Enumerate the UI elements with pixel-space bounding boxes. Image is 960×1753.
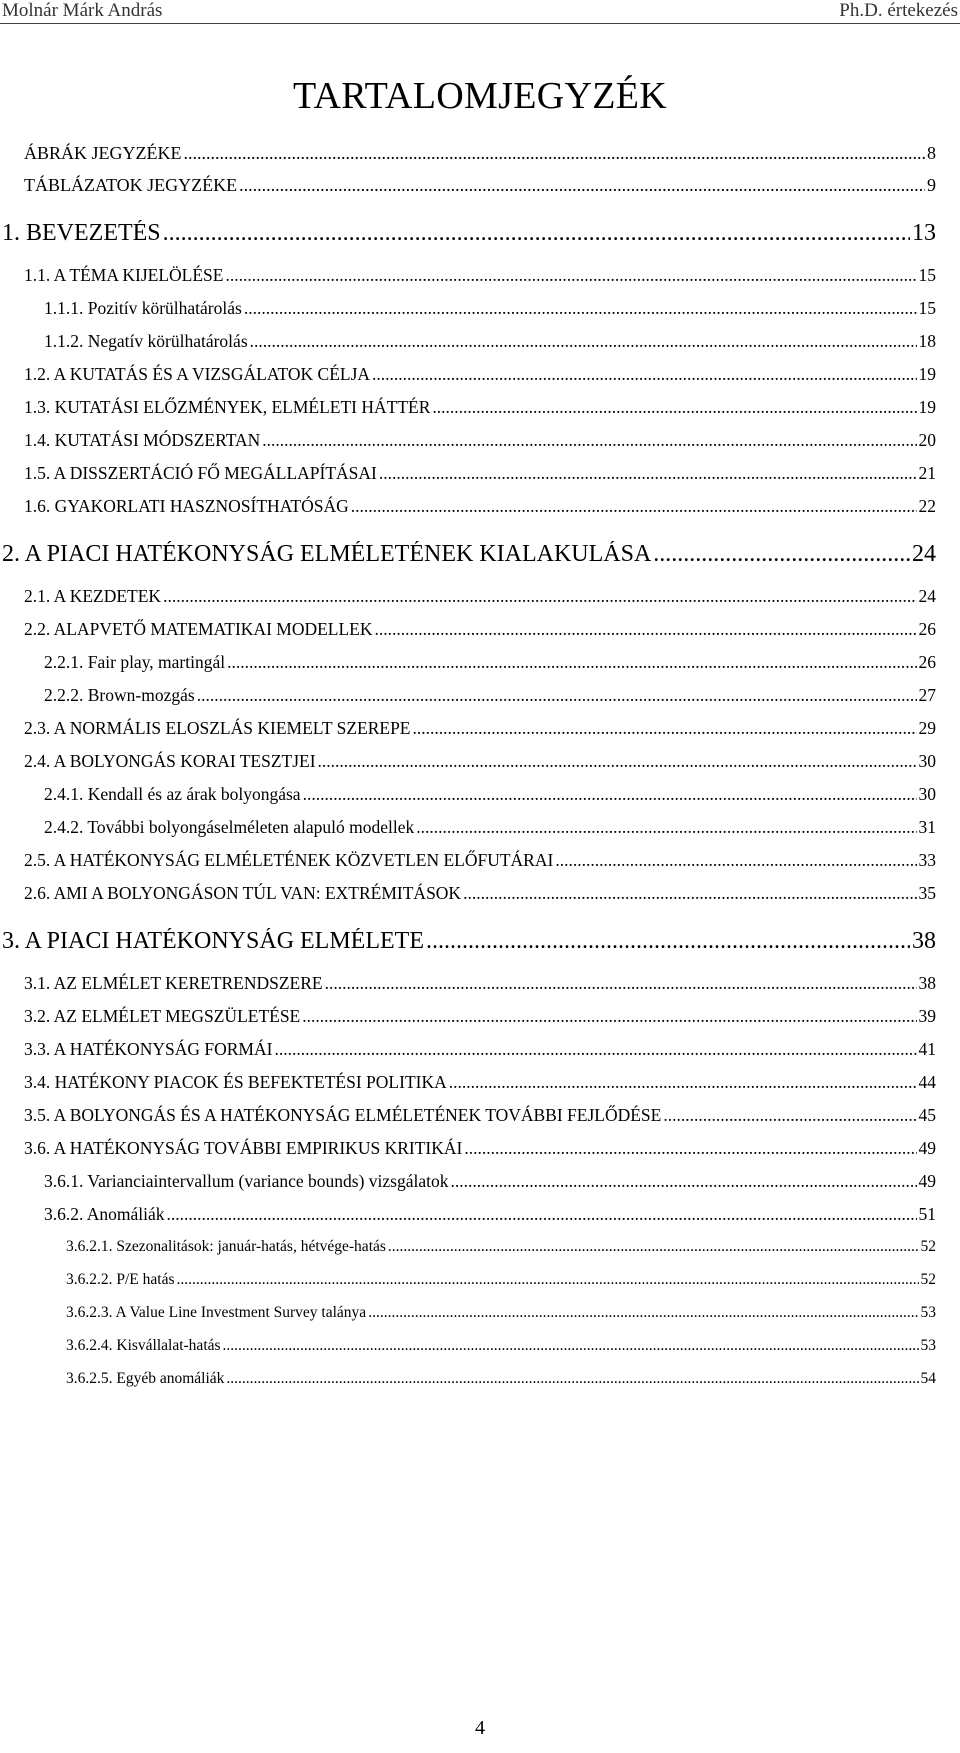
toc-section[interactable] xyxy=(24,751,936,772)
toc-entry-page: 15 xyxy=(918,265,936,285)
toc-leader-dots xyxy=(375,619,917,640)
toc-leader-dots xyxy=(318,751,917,772)
toc-subsection[interactable] xyxy=(44,331,936,352)
toc-leader-dots xyxy=(663,1105,916,1126)
toc-leader-dots xyxy=(227,652,916,673)
toc-section[interactable] xyxy=(24,1006,936,1027)
toc-entry-page: 35 xyxy=(918,883,936,903)
toc-subsection[interactable] xyxy=(44,784,936,805)
toc-chapter[interactable] xyxy=(2,541,936,568)
toc-entry-page: 52 xyxy=(920,1238,936,1255)
toc-entry-page: 39 xyxy=(918,1006,936,1026)
page-number: 4 xyxy=(475,1717,485,1739)
toc-subsubsection[interactable] xyxy=(66,1271,936,1289)
toc-entry-label: 3.6.2.1. Szezonalitások: január-hatás, hétvége-hatás xyxy=(66,1238,386,1255)
toc-entry-page: 21 xyxy=(918,463,936,483)
toc-subsection[interactable] xyxy=(44,817,936,838)
toc-leader-dots xyxy=(303,784,917,805)
toc-leader-dots xyxy=(416,817,916,838)
toc-entry-page: 24 xyxy=(918,586,936,606)
toc-entry-label: 2.2.2. Brown-mozgás xyxy=(44,685,195,705)
toc-leader-dots xyxy=(163,220,910,247)
toc-entry-label: 3.6.2.3. A Value Line Investment Survey talánya xyxy=(66,1304,367,1321)
toc-entry-label: 1.2. A KUTATÁS ÉS A VIZSGÁLATOK CÉLJA xyxy=(24,364,371,384)
toc-section[interactable] xyxy=(24,496,936,517)
toc-leader-dots xyxy=(555,850,916,871)
toc-section[interactable] xyxy=(24,619,936,640)
toc-leader-dots xyxy=(167,1204,917,1225)
toc-entry-page: 27 xyxy=(918,685,936,705)
toc-entry-label: 2.2.1. Fair play, martingál xyxy=(44,652,226,672)
toc-leader-dots xyxy=(463,883,916,904)
toc-leader-dots xyxy=(449,1072,917,1093)
toc-entry-page: 41 xyxy=(918,1039,936,1059)
toc-subsubsection[interactable] xyxy=(66,1304,936,1322)
toc-entry-page: 8 xyxy=(927,143,936,163)
toc-entry-label: 2.1. A KEZDETEK xyxy=(24,586,162,606)
toc-entry-page: 29 xyxy=(918,718,936,738)
toc-entry-label: 1.5. A DISSZERTÁCIÓ FŐ MEGÁLLAPÍTÁSAI xyxy=(24,463,377,483)
toc-chapter[interactable] xyxy=(2,928,936,955)
toc-leader-dots xyxy=(177,1271,919,1289)
toc-leader-dots xyxy=(464,1138,916,1159)
toc-leader-dots xyxy=(226,1370,918,1388)
toc-entry[interactable] xyxy=(24,175,936,196)
toc-section[interactable] xyxy=(24,973,936,994)
toc-entry-label: 1. BEVEZETÉS xyxy=(2,220,161,246)
toc-entry-label: 3. A PIACI HATÉKONYSÁG ELMÉLETE xyxy=(2,928,424,954)
toc-leader-dots xyxy=(302,1006,916,1027)
toc-entry-page: 38 xyxy=(912,928,936,954)
toc-entry-label: 3.6.2.2. P/E hatás xyxy=(66,1271,175,1288)
toc-leader-dots xyxy=(413,718,917,739)
toc-entry-label: 1.1. A TÉMA KIJELÖLÉSE xyxy=(24,265,224,285)
toc-leader-dots xyxy=(163,586,916,607)
toc-entry-page: 15 xyxy=(918,298,936,318)
toc-subsection[interactable] xyxy=(44,1204,936,1225)
toc-leader-dots xyxy=(432,397,916,418)
toc-entry-label: 1.4. KUTATÁSI MÓDSZERTAN xyxy=(24,430,261,450)
toc-entry-page: 18 xyxy=(918,331,936,351)
toc-entry-label: 1.1.2. Negatív körülhatárolás xyxy=(44,331,248,351)
toc-entry-label: TÁBLÁZATOK JEGYZÉKE xyxy=(24,175,238,195)
toc-leader-dots xyxy=(325,973,917,994)
toc-entry-label: 3.6.2.4. Kisvállalat-hatás xyxy=(66,1337,221,1354)
toc-entry-label: 1.1.1. Pozitív körülhatárolás xyxy=(44,298,242,318)
toc-leader-dots xyxy=(223,1337,919,1355)
toc-section[interactable] xyxy=(24,850,936,871)
toc-section[interactable] xyxy=(24,265,936,286)
toc-entry-page: 24 xyxy=(912,541,936,567)
toc-section[interactable] xyxy=(24,1105,936,1126)
header-author: Molnár Márk András xyxy=(2,0,163,21)
toc-entry-label: 2.4. A BOLYONGÁS KORAI TESZTJEI xyxy=(24,751,316,771)
toc-leader-dots xyxy=(388,1238,919,1256)
toc-leader-dots xyxy=(184,143,926,164)
toc-entry-page: 30 xyxy=(918,784,936,804)
toc-leader-dots xyxy=(372,364,916,385)
toc-entry-label: 2.5. A HATÉKONYSÁG ELMÉLETÉNEK KÖZVETLEN ELŐFUTÁRAI xyxy=(24,850,554,870)
toc-subsubsection[interactable] xyxy=(66,1370,936,1388)
toc-section[interactable] xyxy=(24,397,936,418)
toc-entry-page: 19 xyxy=(918,364,936,384)
toc-leader-dots xyxy=(262,430,916,451)
toc-entry-page: 53 xyxy=(920,1337,936,1354)
toc-chapter[interactable] xyxy=(2,220,936,247)
toc-leader-dots xyxy=(197,685,917,706)
toc-entry-label: 1.6. GYAKORLATI HASZNOSÍTHATÓSÁG xyxy=(24,496,349,516)
toc-entry-label: 3.2. AZ ELMÉLET MEGSZÜLETÉSE xyxy=(24,1006,301,1026)
toc-subsubsection[interactable] xyxy=(66,1337,936,1355)
toc-leader-dots xyxy=(379,463,917,484)
toc-entry-page: 26 xyxy=(918,619,936,639)
running-header xyxy=(0,0,960,24)
toc-entry-page: 54 xyxy=(920,1370,936,1387)
toc-entry-page: 20 xyxy=(918,430,936,450)
toc-entry-label: 3.1. AZ ELMÉLET KERETRENDSZERE xyxy=(24,973,323,993)
toc-entry-page: 45 xyxy=(918,1105,936,1125)
toc-entry-label: ÁBRÁK JEGYZÉKE xyxy=(24,143,182,163)
toc-section[interactable] xyxy=(24,463,936,484)
toc-entry-page: 30 xyxy=(918,751,936,771)
toc-entry-label: 3.6.2.5. Egyéb anomáliák xyxy=(66,1370,225,1387)
toc-section[interactable] xyxy=(24,1039,936,1060)
toc-entry-label: 3.6.2. Anomáliák xyxy=(44,1204,165,1224)
toc-leader-dots xyxy=(225,265,916,286)
toc-entry-page: 44 xyxy=(918,1072,936,1092)
toc-leader-dots xyxy=(239,175,925,196)
toc-entry-label: 2.4.1. Kendall és az árak bolyongása xyxy=(44,784,301,804)
toc-entry-label: 3.6. A HATÉKONYSÁG TOVÁBBI EMPIRIKUS KRITIKÁI xyxy=(24,1138,463,1158)
toc-entry-label: 3.6.1. Varianciaintervallum (variance bounds) vizsgálatok xyxy=(44,1171,449,1191)
toc-entry-page: 51 xyxy=(918,1204,936,1224)
toc-entry-label: 3.5. A BOLYONGÁS ÉS A HATÉKONYSÁG ELMÉLETÉNEK TOVÁBBI FEJLŐDÉSE xyxy=(24,1105,662,1125)
toc-entry-label: 2.4.2. További bolyongáselméleten alapuló modellek xyxy=(44,817,415,837)
toc-subsection[interactable] xyxy=(44,685,936,706)
toc-subsection[interactable] xyxy=(44,652,936,673)
toc-entry-page: 13 xyxy=(912,220,936,246)
toc-entry-page: 49 xyxy=(918,1138,936,1158)
page-title: TARTALOMJEGYZÉK xyxy=(293,75,667,117)
toc-entry[interactable] xyxy=(24,143,936,164)
toc-entry-label: 3.4. HATÉKONY PIACOK ÉS BEFEKTETÉSI POLITIKA xyxy=(24,1072,447,1092)
toc-leader-dots xyxy=(653,541,910,568)
toc-subsection[interactable] xyxy=(44,1171,936,1192)
toc-section[interactable] xyxy=(24,364,936,385)
toc-leader-dots xyxy=(274,1039,916,1060)
toc-subsection[interactable] xyxy=(44,298,936,319)
toc-entry-label: 2.3. A NORMÁLIS ELOSZLÁS KIEMELT SZEREPE xyxy=(24,718,411,738)
toc-section[interactable] xyxy=(24,718,936,739)
toc-entry-page: 9 xyxy=(927,175,936,195)
toc-entry-page: 53 xyxy=(920,1304,936,1321)
toc-section[interactable] xyxy=(24,430,936,451)
toc-entry-page: 38 xyxy=(918,973,936,993)
toc-leader-dots xyxy=(368,1304,918,1322)
header-doc-type: Ph.D. értekezés xyxy=(839,0,958,21)
toc-section[interactable] xyxy=(24,1138,936,1159)
toc-entry-label: 2.6. AMI A BOLYONGÁSON TÚL VAN: EXTRÉMITÁSOK xyxy=(24,883,462,903)
toc-entry-label: 1.3. KUTATÁSI ELŐZMÉNYEK, ELMÉLETI HÁTTÉR xyxy=(24,397,431,417)
toc-section[interactable] xyxy=(24,883,936,904)
toc-leader-dots xyxy=(450,1171,916,1192)
toc-entry-page: 33 xyxy=(918,850,936,870)
toc-entry-label: 3.3. A HATÉKONYSÁG FORMÁI xyxy=(24,1039,273,1059)
toc-section[interactable] xyxy=(24,1072,936,1093)
toc-entry-page: 26 xyxy=(918,652,936,672)
toc-entry-label: 2. A PIACI HATÉKONYSÁG ELMÉLETÉNEK KIALAKULÁSA xyxy=(2,541,652,567)
toc-entry-page: 52 xyxy=(920,1271,936,1288)
toc-entry-page: 49 xyxy=(918,1171,936,1191)
toc-leader-dots xyxy=(250,331,917,352)
toc-entry-page: 22 xyxy=(918,496,936,516)
toc-subsubsection[interactable] xyxy=(66,1238,936,1256)
toc-section[interactable] xyxy=(24,586,936,607)
header-rule xyxy=(0,23,960,24)
toc-entry-page: 19 xyxy=(918,397,936,417)
toc-entry-page: 31 xyxy=(918,817,936,837)
toc-leader-dots xyxy=(426,928,910,955)
toc-leader-dots xyxy=(244,298,917,319)
toc-leader-dots xyxy=(351,496,917,517)
toc-entry-label: 2.2. ALAPVETŐ MATEMATIKAI MODELLEK xyxy=(24,619,373,639)
